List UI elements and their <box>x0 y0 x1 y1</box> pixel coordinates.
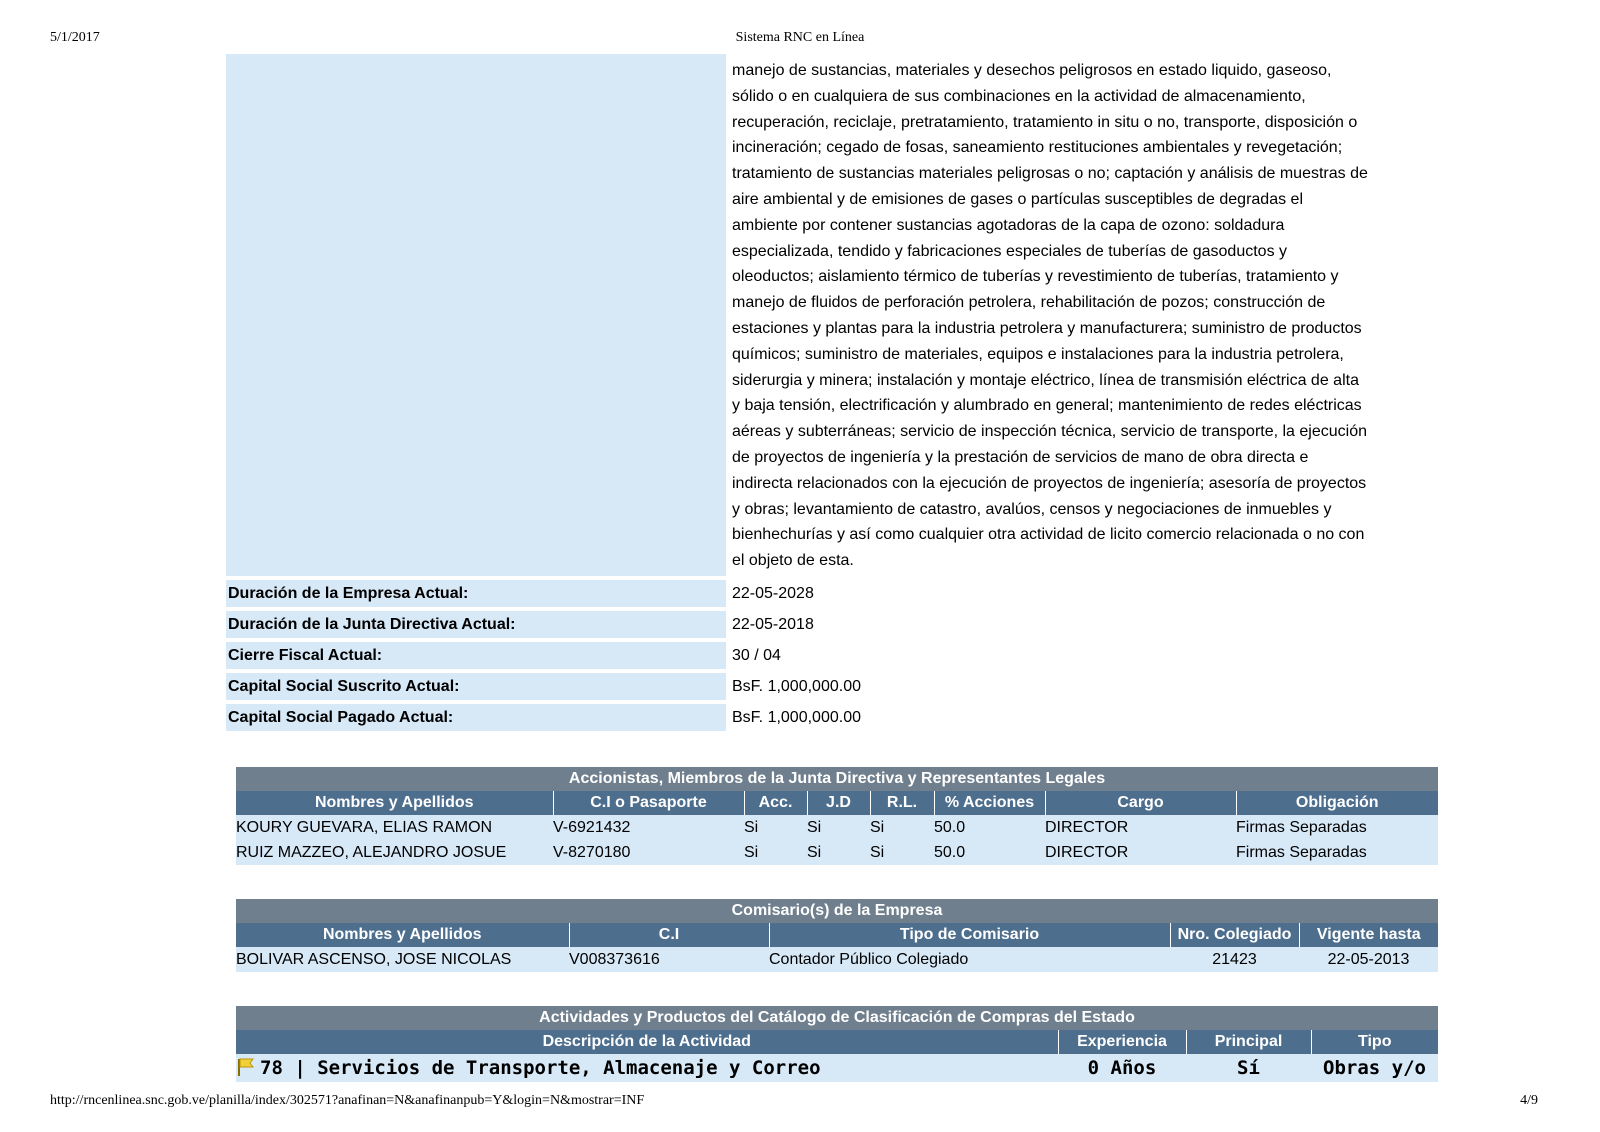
duracion-junta-row <box>226 611 1406 638</box>
duracion-junta-value: 22-05-2018 <box>732 616 814 633</box>
cell-pct: 50.0 <box>934 840 1045 865</box>
col-pct-acciones: % Acciones <box>934 791 1045 815</box>
cell-cargo: DIRECTOR <box>1045 840 1236 865</box>
col-nombres: Nombres y Apellidos <box>236 791 553 815</box>
table-row <box>236 815 1438 840</box>
objeto-line: el objeto de esta. <box>732 552 854 570</box>
capital-pagado-label: Capital Social Pagado Actual: <box>226 704 726 731</box>
objeto-line: y baja tensión, electrificación y alumbrado en general; mantenimiento de redes eléctricas <box>732 397 1362 415</box>
objeto-line: sólido o en cualquiera de sus combinaciones en la actividad de almacenamiento, <box>732 87 1306 105</box>
objeto-text <box>726 54 1406 576</box>
capital-suscrito-label: Capital Social Suscrito Actual: <box>226 673 726 700</box>
col-nro-colegiado: Nro. Colegiado <box>1170 923 1299 947</box>
accionistas-title: Accionistas, Miembros de la Junta Directiva y Representantes Legales <box>236 767 1438 791</box>
objeto-line: indirecta relacionados con la ejecución de proyectos de ingeniería; asesoría de proyectos <box>732 474 1367 492</box>
objeto-line: incineración; cegado de fosas, saneamiento restituciones ambientales y revegetación; <box>732 139 1343 157</box>
cell-experiencia: 0 Años <box>1058 1054 1186 1082</box>
duracion-empresa-row <box>226 580 1406 607</box>
duracion-empresa-label: Duración de la Empresa Actual: <box>226 580 726 607</box>
cell-nombre: KOURY GUEVARA, ELIAS RAMON <box>236 815 553 840</box>
col-ci-pasaporte: C.I o Pasaporte <box>553 791 744 815</box>
comisarios-title: Comisario(s) de la Empresa <box>236 899 1438 923</box>
objeto-line: manejo de sustancias, materiales y desechos peligrosos en estado liquido, gaseoso, <box>732 62 1332 79</box>
actividades-table <box>236 1006 1438 1082</box>
cell-cargo: DIRECTOR <box>1045 815 1236 840</box>
comisarios-table <box>236 899 1438 972</box>
cell-ci: V008373616 <box>569 947 769 972</box>
print-title: Sistema RNC en Línea <box>735 30 865 45</box>
company-info <box>226 54 1406 731</box>
col-obligacion: Obligación <box>1236 791 1438 815</box>
col-cargo: Cargo <box>1045 791 1236 815</box>
cell-pct: 50.0 <box>934 815 1045 840</box>
col-jd: J.D <box>807 791 870 815</box>
col-rl: R.L. <box>870 791 934 815</box>
objeto-line: ambiente por contener sustancias agotadoras de la capa de ozono: soldadura <box>732 216 1285 234</box>
col-ci: C.I <box>569 923 769 947</box>
cell-jd: Si <box>807 815 870 840</box>
cell-nro-colegiado: 21423 <box>1170 947 1299 972</box>
cell-obligacion: Firmas Separadas <box>1236 815 1438 840</box>
cell-rl: Si <box>870 840 934 865</box>
cell-nombre: RUIZ MAZZEO, ALEJANDRO JOSUE <box>236 840 553 865</box>
col-acc: Acc. <box>744 791 807 815</box>
actividades-title: Actividades y Productos del Catálogo de Clasificación de Compras del Estado <box>236 1006 1438 1030</box>
flag-icon <box>236 1057 256 1077</box>
col-descripcion: Descripción de la Actividad <box>236 1030 1058 1054</box>
page-number: 4/9 <box>1520 1093 1538 1108</box>
cell-tipo: Obras y/o <box>1311 1054 1438 1082</box>
objeto-label-cell <box>226 54 726 576</box>
col-tipo-comisario: Tipo de Comisario <box>769 923 1170 947</box>
capital-suscrito-row <box>226 673 1406 700</box>
accionistas-table <box>236 767 1438 865</box>
print-date: 5/1/2017 <box>50 30 100 45</box>
cell-jd: Si <box>807 840 870 865</box>
capital-pagado-value: BsF. 1,000,000.00 <box>732 709 861 726</box>
cierre-fiscal-value: 30 / 04 <box>732 647 781 664</box>
capital-pagado-row <box>226 704 1406 731</box>
col-nombres: Nombres y Apellidos <box>236 923 569 947</box>
col-experiencia: Experiencia <box>1058 1030 1186 1054</box>
cell-ci: V-6921432 <box>553 815 744 840</box>
cierre-fiscal-row <box>226 642 1406 669</box>
col-principal: Principal <box>1186 1030 1311 1054</box>
table-row <box>236 947 1438 972</box>
cell-acc: Si <box>744 815 807 840</box>
objeto-line: aéreas y subterráneas; servicio de inspección técnica, servicio de transporte, la ejecución <box>732 423 1367 441</box>
objeto-line: aire ambiental y de emisiones de gases o partículas susceptibles de degradas el <box>732 190 1303 208</box>
cell-principal: Sí <box>1186 1054 1311 1082</box>
table-row <box>236 840 1438 865</box>
objeto-line: especializada, tendido y fabricaciones especiales de tuberías de gasoductos y <box>732 242 1288 260</box>
objeto-line: y obras; levantamiento de catastro, avalúos, censos y negociaciones de inmuebles y <box>732 500 1332 518</box>
objeto-line: de proyectos de ingeniería y la prestación de servicios de mano de obra directa e <box>732 448 1309 466</box>
objeto-line: químicos; suministro de materiales, equipos e instalaciones para la industria petrolera, <box>732 345 1344 363</box>
objeto-row <box>226 54 1406 576</box>
cell-acc: Si <box>744 840 807 865</box>
objeto-line: recuperación, reciclaje, pretratamiento, tratamiento in situ o no, transporte, disposición o <box>732 113 1358 131</box>
actividad-text: 78 | Servicios de Transporte, Almacenaje y Correo <box>260 1057 821 1079</box>
cell-descripcion[interactable] <box>236 1054 1058 1082</box>
col-vigente-hasta: Vigente hasta <box>1299 923 1438 947</box>
objeto-line: oleoductos; aislamiento térmico de tuberías y revestimiento de tuberías, tratamiento y <box>732 268 1339 286</box>
cell-rl: Si <box>870 815 934 840</box>
cell-ci: V-8270180 <box>553 840 744 865</box>
objeto-line: manejo de fluidos de perforación petrolera, rehabilitación de pozos; construcción de <box>732 294 1326 312</box>
cell-nombre: BOLIVAR ASCENSO, JOSE NICOLAS <box>236 947 569 972</box>
objeto-line: tratamiento de sustancias materiales peligrosas o no; captación y análisis de muestras de <box>732 165 1368 183</box>
table-row[interactable] <box>236 1054 1438 1082</box>
cell-obligacion: Firmas Separadas <box>1236 840 1438 865</box>
objeto-line: estaciones y plantas para la industria petrolera y manufacturera; suministro de productos <box>732 319 1362 337</box>
objeto-line: siderurgia y minera; instalación y montaje eléctrico, línea de transmisión eléctrica de alta <box>732 371 1359 389</box>
cell-vigente: 22-05-2013 <box>1299 947 1438 972</box>
col-tipo: Tipo <box>1311 1030 1438 1054</box>
cell-tipo: Contador Público Colegiado <box>769 947 1170 972</box>
objeto-line: bienhechurías y así como cualquier otra actividad de licito comercio relacionada o no con <box>732 526 1365 544</box>
duracion-junta-label: Duración de la Junta Directiva Actual: <box>226 611 726 638</box>
capital-suscrito-value: BsF. 1,000,000.00 <box>732 678 861 695</box>
duracion-empresa-value: 22-05-2028 <box>732 585 814 602</box>
cierre-fiscal-label: Cierre Fiscal Actual: <box>226 642 726 669</box>
print-url: http://rncenlinea.snc.gob.ve/planilla/index/302571?anafinan=N&anafinanpub=Y&login=N&mostrar=INF <box>50 1093 645 1108</box>
